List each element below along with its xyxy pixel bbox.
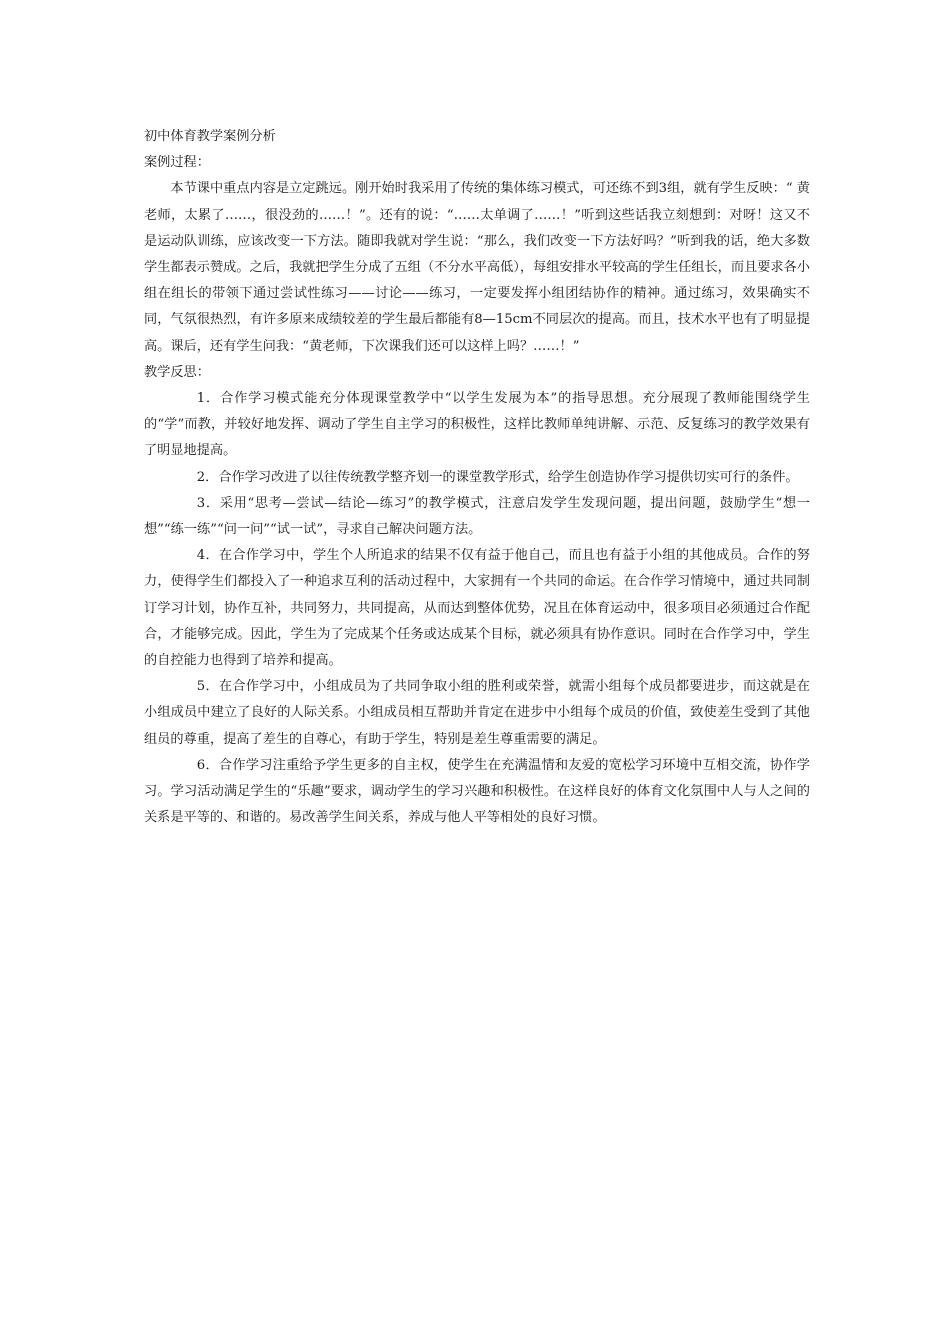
process-paragraph: 本节课中重点内容是立定跳远。刚开始时我采用了传统的集体练习模式，可还练不到3组，就有学生反映：“ 黄老师，太累了……，很没劲的……！”。还有的说：“……太单调了……！”听到这些话我立刻想到：对呀！这又不是运动队训练，应该改变一下方法。随即我就对学生说：“那么，我们改变一下方法好吗？”听到我的话，绝大多数学生都表示赞成。之后，我就把学生分成了五组（不分水平高低），每组安排水平较高的学生任组长，而且要求各小组在组长的带领下通过尝试性练习——讨论——练习，一定要发挥小组团结协作的精神。通过练习，效果确实不同，气氛很热烈，有许多原来成绩较差的学生最后都能有8—15cm不同层次的提高。而且，技术水平也有了明显提高。课后，还有学生问我：“黄老师，下次课我们还可以这样上吗？……！” — [144, 181, 810, 354]
document-title: 初中体育教学案例分析 — [144, 129, 276, 144]
reflection-item-4: 4．在合作学习中，学生个人所追求的结果不仅有益于他自己，而且也有益于小组的其他成员。合作的努力，使得学生们都投入了一种追求互利的活动过程中，大家拥有一个共同的命运。在合作学习情境中，通过共同制订学习计划，协作互补，共同努力，共同提高，从而达到整体优势，况且在体育运动中，很多项目必须通过合作配合，才能够完成。因此，学生为了完成某个任务或达成某个目标，就必须具有协作意识。同时在合作学习中，学生的自控能力也得到了培养和提高。 — [144, 548, 810, 669]
reflection-item-2: 2．合作学习改进了以往传统教学整齐划一的课堂教学形式，给学生创造协作学习提供切实可行的条件。 — [196, 469, 799, 485]
reflection-item-1: 1．合作学习模式能充分体现课堂教学中“以学生发展为本”的指导思想。充分展现了教师能围绕学生的“学”而教，并较好地发挥、调动了学生自主学习的积极性，这样比教师单纯讲解、示范、反复练习的教学效果有了明显地提高。 — [144, 391, 810, 459]
reflection-item-3: 3．采用“思考—尝试—结论—练习”的教学模式，注意启发学生发现问题，提出问题，鼓励学生“想一想”“练一练”“问一问”“试一试”，寻求自己解决问题方法。 — [144, 495, 810, 538]
process-heading: 案例过程： — [144, 155, 210, 171]
reflection-item-6: 6．合作学习注重给予学生更多的自主权，使学生在充满温情和友爱的宽松学习环境中互相交流，协作学习。学习活动满足学生的“乐趣”要求，调动学生的学习兴趣和积极性。在这样良好的体育文化氛围中人与人之间的关系是平等的、和谐的。易改善学生间关系，养成与他人平等相处的良好习惯。 — [144, 757, 810, 826]
document-page — [144, 124, 810, 831]
reflection-item-5: 5．在合作学习中，小组成员为了共同争取小组的胜利或荣誉，就需小组每个成员都要进步，而这就是在小组成员中建立了良好的人际关系。小组成员相互帮助并肯定在进步中小组每个成员的价值，致使差生受到了其他组员的尊重，提高了差生的自尊心，有助于学生，特别是差生尊重需要的满足。 — [144, 679, 810, 747]
reflection-heading: 教学反思： — [144, 364, 210, 380]
